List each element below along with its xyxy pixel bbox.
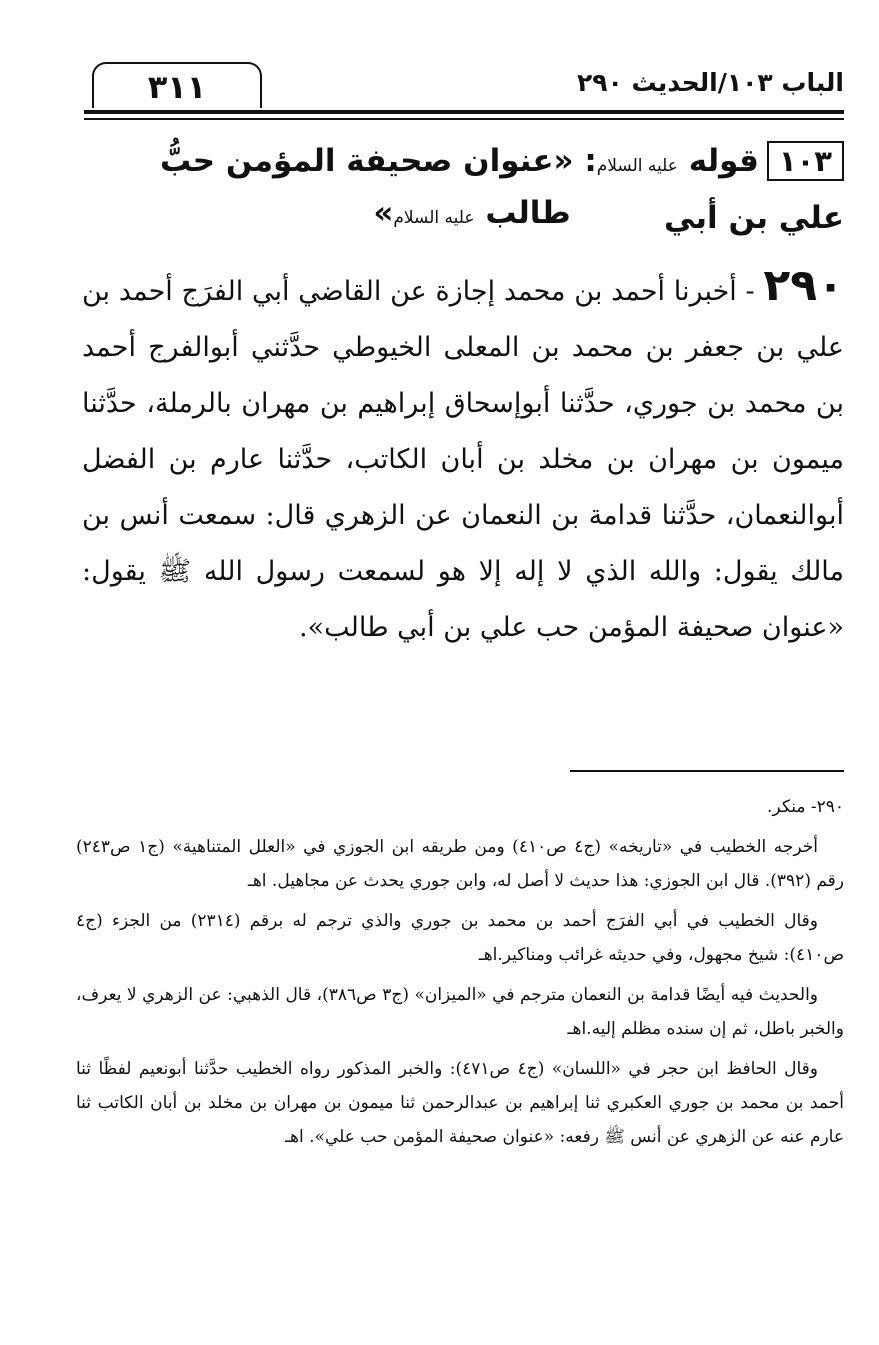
honorific-glyph: عليه السلام	[393, 208, 475, 228]
header-title: الباب ١٠٣/الحديث ٢٩٠	[576, 68, 844, 97]
chapter-title-part2: طالب	[485, 195, 571, 231]
header-rule-thin	[84, 118, 844, 120]
footnote-paragraph: أخرجه الخطيب في «تاريخه» (ج٤ ص٤١٠) ومن طريقه ابن الجوزي في «العلل المتناهية» (ج١ ص٢٤٣) رقم (٣٩٢). قال ابن الجوزي: هذا حديث لا أصل له، وابن جوري يحدث عن مجاهيل. اهـ	[76, 837, 844, 891]
footnotes	[76, 790, 844, 1160]
chapter-label: قوله	[688, 143, 759, 179]
chapter-number: ١٠٣	[767, 141, 844, 181]
footnote-grade: ٢٩٠- منكر.	[767, 797, 844, 817]
header-rule-thick	[84, 110, 844, 114]
page-number: ٣١١	[147, 68, 207, 106]
chapter-heading	[100, 135, 844, 245]
footnote-paragraph: والحديث فيه أيضًا قدامة بن النعمان مترجم في «الميزان» (ج٣ ص٣٨٦)، قال الذهبي: عن الزهري لا يعرف، والخبر باطل، ثم إن سنده مظلم إليه.اهـ	[76, 985, 844, 1039]
hadith-body: - أخبرنا أحمد بن محمد إجازة عن القاضي أبي الفرَج أحمد بن علي بن جعفر بن محمد بن المعلى الخيوطي حدَّثني أبوالفرج أحمد بن محمد بن جوري، حدَّثنا أبوإسحاق إبراهيم بن مهران بالرملة، حدَّثنا ميمون بن مهران بن مخلد بن أبان الكاتب، حدَّثنا عارم بن الفضل أبوالنعمان، حدَّثنا قدامة بن النعمان عن الزهري قال: سمعت أنس بن مالك يقول: والله الذي لا إله إلا هو لسمعت رسول الله ﷺ يقول: «عنوان صحيفة المؤمن حب علي بن أبي طالب».	[82, 276, 844, 643]
chapter-heading-line2	[100, 187, 844, 244]
footnote-paragraph: وقال الحافظ ابن حجر في «اللسان» (ج٤ ص٤٧١): والخبر المذكور رواه الخطيب حدَّثنا أبونعيم لفظًا ثنا أحمد بن محمد بن جوري العكبري ثنا إبراهيم بن عبدالرحمن ثنا ميمون بن مهران بن مخلد بن أبان الكاتب ثنا عارم عنه عن الزهري عن أنس ﷺ رفعه: «عنوان صحيفة المؤمن حب علي». اهـ	[76, 1059, 844, 1147]
footnote-paragraph: وقال الخطيب في أبي الفرَج أحمد بن محمد بن جوري والذي ترجم له برقم (٢٣١٤) من الجزء (ج٤ ص٤١٠): شيخ مجهول، وفي حديثه غرائب ومناكير.اهـ	[76, 911, 844, 965]
chapter-title-close: »	[373, 195, 394, 231]
footnote-separator	[570, 770, 844, 772]
chapter-title-part1: : «عنوان صحيفة المؤمن حبُّ علي بن أبي	[159, 143, 844, 236]
hadith-number: ٢٩٠	[763, 260, 844, 311]
hadith-text	[82, 258, 844, 656]
page-number-box	[92, 62, 262, 108]
honorific-glyph: عليه السلام	[596, 156, 678, 176]
